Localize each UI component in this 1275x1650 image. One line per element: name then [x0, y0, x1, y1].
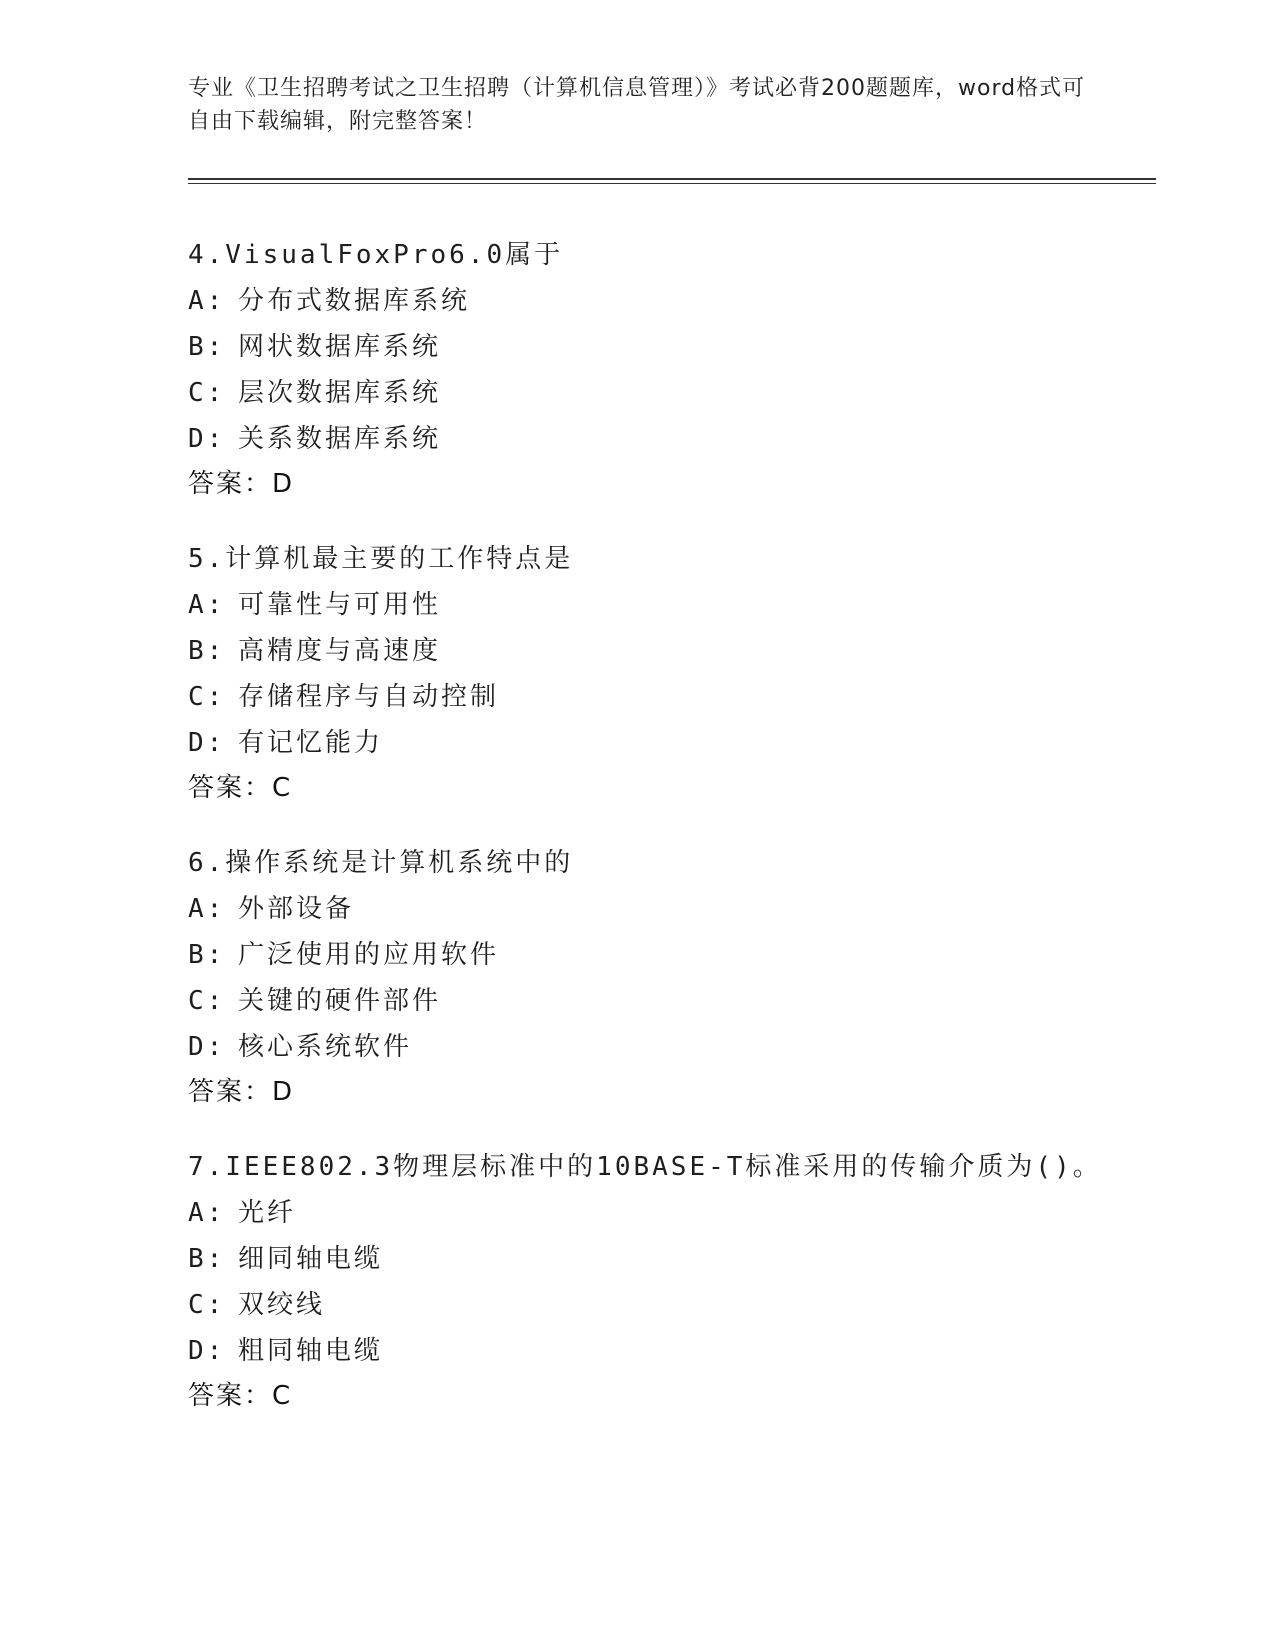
option-text: 高精度与高速度 [238, 636, 442, 666]
answer-line: 答案：C [188, 1381, 293, 1411]
option-text: 存储程序与自动控制 [238, 682, 500, 712]
question-block [188, 536, 1188, 810]
option-letter: C: [188, 1290, 226, 1320]
option-d [188, 416, 1188, 462]
option-a [188, 278, 1188, 324]
option-text: 网状数据库系统 [238, 332, 442, 362]
option-text: 关键的硬件部件 [238, 986, 442, 1016]
option-letter: B: [188, 332, 226, 362]
option-text: 广泛使用的应用软件 [238, 940, 500, 970]
header-divider-thin [188, 183, 1156, 184]
option-letter: D: [188, 1032, 226, 1062]
question-list [188, 232, 1188, 1448]
option-text: 层次数据库系统 [238, 378, 442, 408]
option-c [188, 370, 1188, 416]
question-block [188, 1144, 1188, 1418]
option-text: 粗同轴电缆 [238, 1336, 384, 1366]
option-text: 光纤 [238, 1198, 297, 1228]
option-text: 分布式数据库系统 [238, 286, 471, 316]
option-c [188, 1282, 1188, 1328]
option-a [188, 1190, 1188, 1236]
answer-line: 答案：D [188, 469, 295, 499]
option-text: 核心系统软件 [238, 1032, 413, 1062]
option-text: 细同轴电缆 [238, 1244, 384, 1274]
option-d [188, 720, 1188, 766]
option-letter: A: [188, 1198, 226, 1228]
option-letter: D: [188, 728, 226, 758]
question-block [188, 840, 1188, 1114]
option-letter: C: [188, 682, 226, 712]
option-d [188, 1328, 1188, 1374]
option-c [188, 978, 1188, 1024]
option-text: 关系数据库系统 [238, 424, 442, 454]
option-letter: B: [188, 636, 226, 666]
option-a [188, 582, 1188, 628]
question-stem: 4.VisualFoxPro6.0属于 [188, 240, 564, 270]
option-letter: A: [188, 894, 226, 924]
option-letter: B: [188, 940, 226, 970]
option-b [188, 1236, 1188, 1282]
option-b [188, 932, 1188, 978]
option-letter: C: [188, 986, 226, 1016]
answer-line: 答案：D [188, 1077, 295, 1107]
option-c [188, 674, 1188, 720]
option-letter: A: [188, 286, 226, 316]
option-b [188, 628, 1188, 674]
question-stem: 7.IEEE802.3物理层标准中的10BASE-T标准采用的传输介质为()。 [188, 1152, 1102, 1182]
question-block [188, 232, 1188, 506]
option-text: 有记忆能力 [238, 728, 384, 758]
option-letter: D: [188, 424, 226, 454]
option-letter: B: [188, 1244, 226, 1274]
answer-line: 答案：C [188, 773, 293, 803]
option-text: 双绞线 [238, 1290, 326, 1320]
option-text: 可靠性与可用性 [238, 590, 442, 620]
question-stem: 6.操作系统是计算机系统中的 [188, 848, 574, 878]
option-d [188, 1024, 1188, 1070]
option-letter: A: [188, 590, 226, 620]
option-a [188, 886, 1188, 932]
option-text: 外部设备 [238, 894, 355, 924]
question-stem: 5.计算机最主要的工作特点是 [188, 544, 574, 574]
option-b [188, 324, 1188, 370]
option-letter: C: [188, 378, 226, 408]
option-letter: D: [188, 1336, 226, 1366]
document-intro: 专业《卫生招聘考试之卫生招聘（计算机信息管理）》考试必背200题题库，word格式可自由下载编辑，附完整答案！ [188, 76, 1086, 134]
header-divider [188, 178, 1156, 180]
